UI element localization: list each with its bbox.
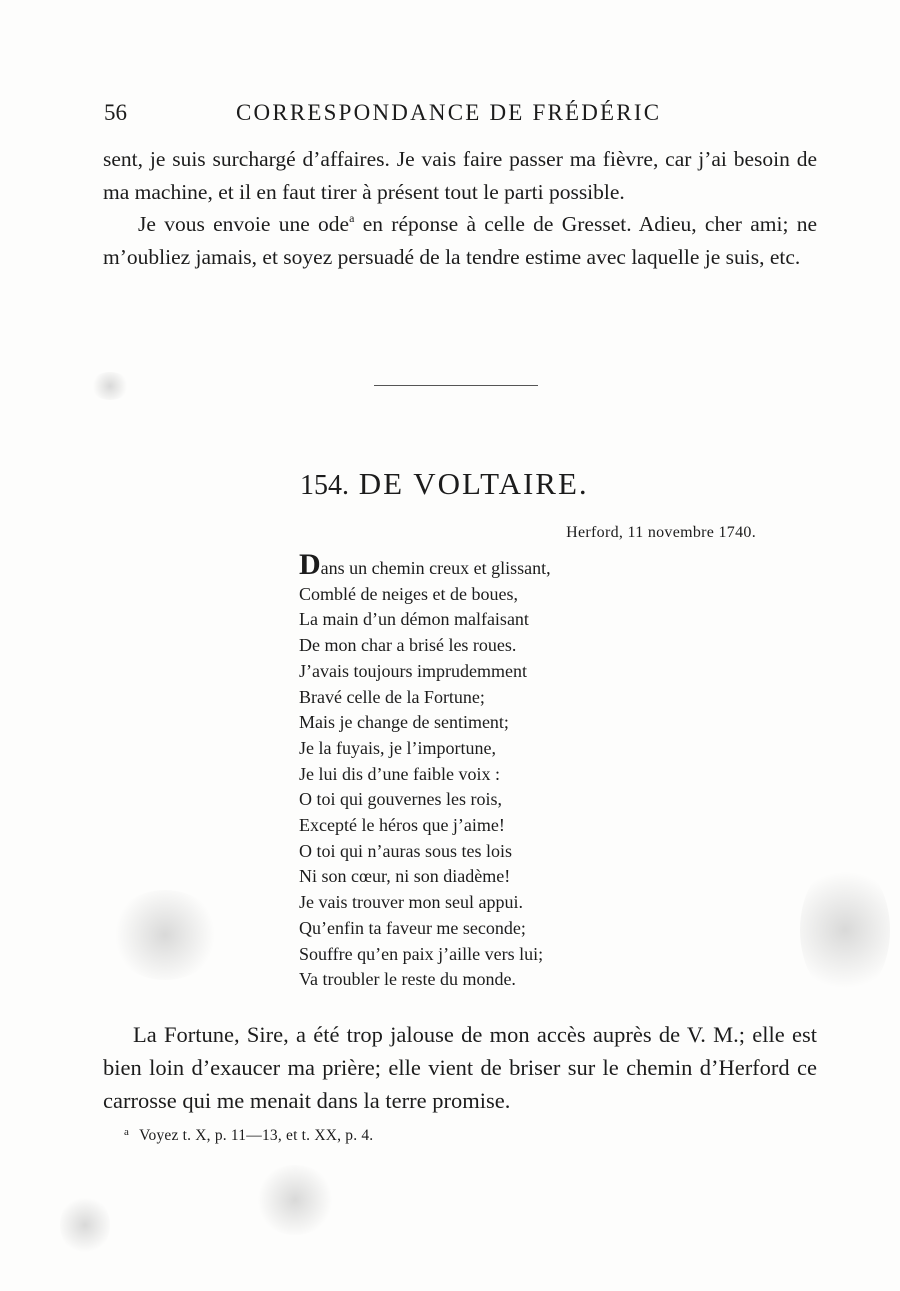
poem-line: Mais je change de sentiment; — [299, 712, 509, 733]
footnote-text: Voyez t. X, p. 11—13, et t. XX, p. 4. — [139, 1127, 374, 1144]
letter-number: 154. — [300, 470, 349, 501]
poem-line: Je vais trouver mon seul appui. — [299, 892, 523, 913]
poem-line: Comblé de neiges et de boues, — [299, 583, 518, 604]
poem-line: Je lui dis d’une faible voix : — [299, 763, 500, 784]
footnote-reference: a — [349, 211, 355, 225]
poem-line: Ni son cœur, ni son diadème! — [299, 866, 511, 887]
letter-body — [103, 1018, 817, 1117]
poem-line: Je la fuyais, je l’importune, — [299, 737, 496, 758]
closing-paragraph-end: en réponse à celle de Gresset. Adieu, cher ami; ne m’oubliez jamais, et soyez persuadé de la tendre estime avec laquelle je suis, etc. — [103, 212, 817, 269]
poem-line: J’avais toujours imprudemment — [299, 660, 527, 681]
continued-paragraph: sent, je suis surchargé d’affaires. Je vais faire passer ma fièvre, car j’ai besoin de ma machine, et il en faut tirer à présent tout le parti possible. — [103, 147, 817, 204]
closing-paragraph — [103, 208, 817, 273]
continued-letter-text — [103, 143, 817, 273]
poem — [299, 548, 699, 993]
poem-line — [299, 548, 699, 582]
footnote — [124, 1126, 373, 1145]
poem-line: Qu’enfin ta faveur me seconde; — [299, 917, 526, 938]
running-title: CORRESPONDANCE DE FRÉDÉRIC — [236, 100, 662, 125]
section-divider — [374, 385, 538, 386]
drop-cap: D — [299, 548, 321, 581]
poem-line-text: ans un chemin creux et glissant, — [320, 558, 551, 578]
poem-line: O toi qui n’auras sous tes lois — [299, 840, 512, 861]
page-number: 56 — [104, 100, 127, 125]
letter-title: DE VOLTAIRE. — [358, 466, 589, 501]
letter-dateline: Herford, 11 novembre 1740. — [566, 524, 756, 541]
footnote-mark: a — [124, 1126, 130, 1138]
running-head — [104, 100, 816, 130]
letter-heading — [300, 466, 589, 502]
poem-line: Bravé celle de la Fortune; — [299, 686, 485, 707]
poem-line: Va troubler le reste du monde. — [299, 969, 516, 990]
poem-line: Excepté le héros que j’aime! — [299, 815, 505, 836]
letter-paragraph: La Fortune, Sire, a été trop jalouse de mon accès auprès de V. M.; elle est bien loin d’exaucer ma prière; elle vient de briser sur le chemin d’Herford ce carrosse qui me menait dans la terre promise. — [103, 1022, 817, 1113]
poem-line: O toi qui gouvernes les rois, — [299, 789, 502, 810]
poem-line: De mon char a brisé les roues. — [299, 635, 517, 656]
closing-paragraph-start: Je vous envoie une ode — [138, 212, 350, 236]
poem-line: La main d’un démon malfaisant — [299, 609, 529, 630]
poem-line: Souffre qu’en paix j’aille vers lui; — [299, 943, 544, 964]
